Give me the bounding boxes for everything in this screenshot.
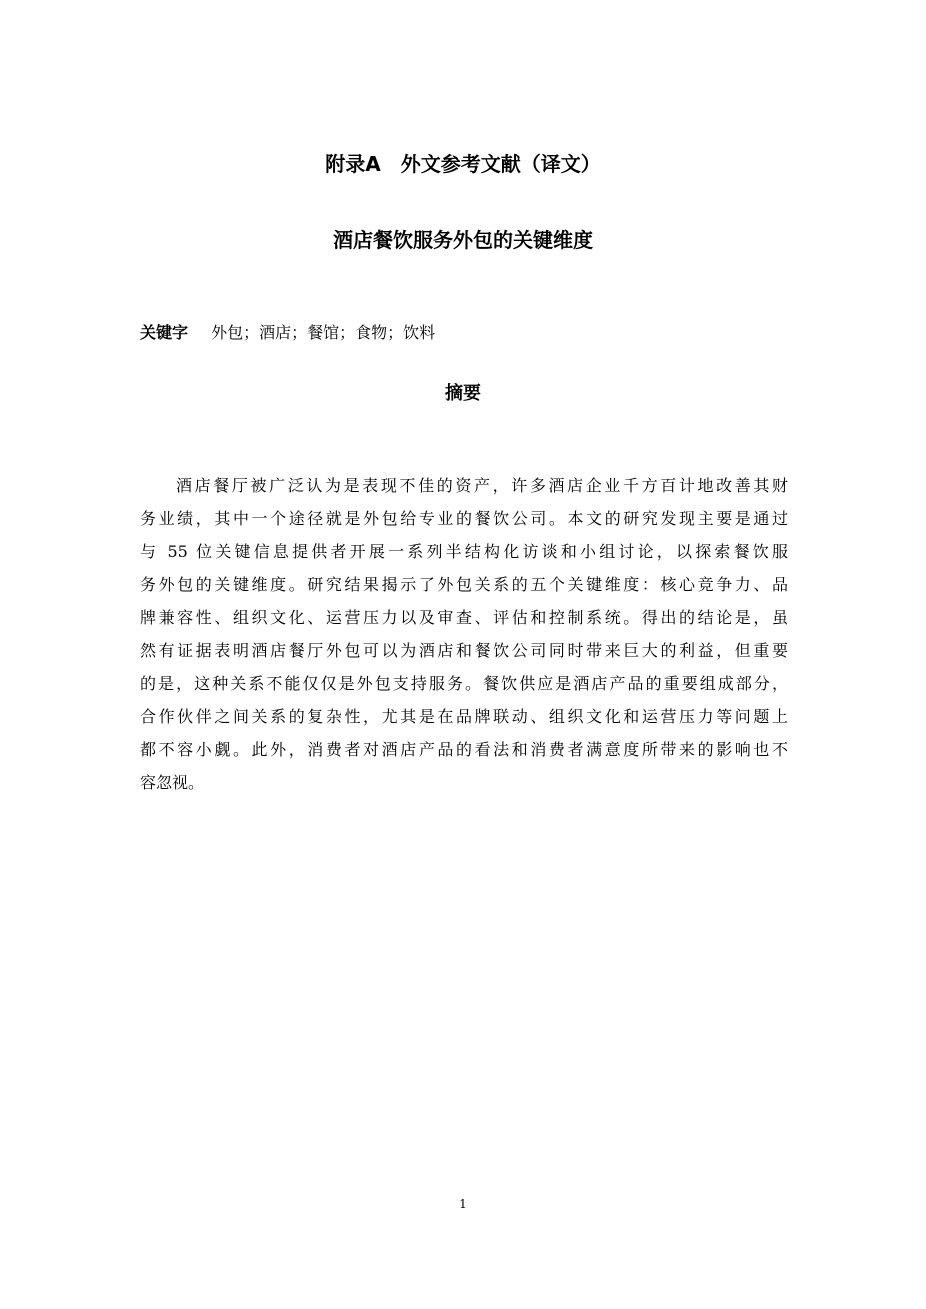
- abstract-heading: 摘要: [445, 383, 481, 404]
- abstract-line: 然有证据表明酒店餐厅外包可以为酒店和餐饮公司同时带来巨大的利益，但重要: [140, 641, 788, 660]
- page-number: 1: [459, 1197, 467, 1211]
- abstract-line: 酒店餐厅被广泛认为是表现不佳的资产，许多酒店企业千方百计地改善其财: [176, 476, 788, 495]
- document-subtitle: 酒店餐饮服务外包的关键维度: [333, 228, 593, 252]
- keywords-value: 外包；酒店；餐馆；食物；饮料: [211, 323, 436, 342]
- abstract-line: 务外包的关键维度。研究结果揭示了外包关系的五个关键维度：核心竞争力、品: [140, 575, 788, 594]
- abstract-line: 牌兼容性、组织文化、运营压力以及审查、评估和控制系统。得出的结论是，虽: [140, 608, 788, 627]
- abstract-line: 务业绩，其中一个途径就是外包给专业的餐饮公司。本文的研究发现主要是通过: [140, 509, 788, 528]
- abstract-body: [140, 469, 788, 799]
- abstract-line: 的是，这种关系不能仅仅是外包支持服务。餐饮供应是酒店产品的重要组成部分，: [140, 674, 788, 693]
- abstract-line: 与 55 位关键信息提供者开展一系列半结构化访谈和小组讨论，以探索餐饮服: [140, 542, 788, 561]
- abstract-line: 容忽视。: [140, 773, 205, 792]
- keywords-line: [140, 320, 435, 346]
- abstract-line: 都不容小觑。此外，消费者对酒店产品的看法和消费者满意度所带来的影响也不: [140, 740, 788, 759]
- keywords-label: 关键字: [140, 323, 189, 342]
- abstract-line: 合作伙伴之间关系的复杂性，尤其是在品牌联动、组织文化和运营压力等问题上: [140, 707, 788, 726]
- document-title: 附录A 外文参考文献（译文）: [325, 152, 601, 176]
